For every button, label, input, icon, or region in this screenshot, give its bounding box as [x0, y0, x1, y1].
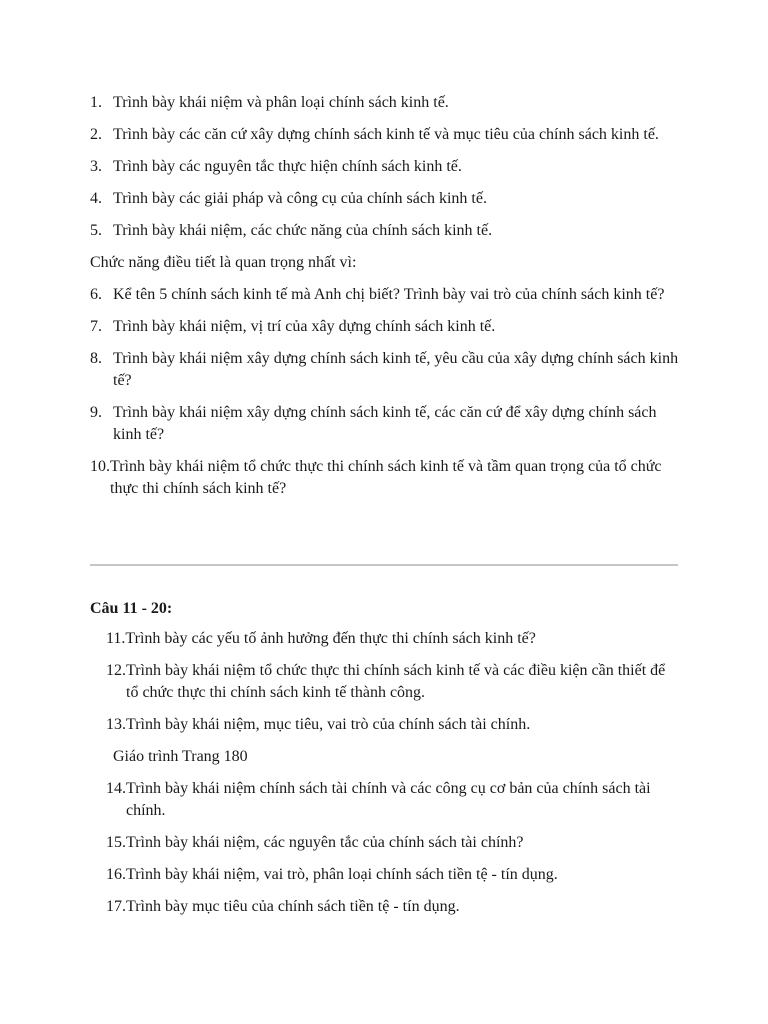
item-number: 3.	[90, 158, 102, 175]
item-text: Trình bày mục tiêu của chính sách tiền tệ - tín dụng.	[126, 898, 460, 915]
section-heading: Câu 11 - 20:	[90, 600, 173, 617]
item-text: Trình bày khái niệm, các chức năng của chính sách kinh tế.	[113, 222, 493, 239]
item-text: Trình bày khái niệm và phân loại chính sách kinh tế.	[113, 94, 449, 111]
item-text: Trình bày các yếu tố ảnh hưởng đến thực thi chính sách kinh tế?	[125, 630, 536, 647]
list-item	[106, 714, 680, 736]
list-item	[106, 778, 680, 822]
item-number: 9.	[90, 404, 102, 421]
item-number: 4.	[90, 190, 102, 207]
item-text: Trình bày khái niệm, mục tiêu, vai trò của chính sách tài chính.	[126, 716, 531, 733]
list-item	[90, 220, 680, 242]
item-number: 8.	[90, 350, 102, 367]
item-text: Trình bày khái niệm, các nguyên tắc của chính sách tài chính?	[126, 834, 524, 851]
item-text: Trình bày các căn cứ xây dựng chính sách kinh tế và mục tiêu của chính sách kinh tế.	[113, 126, 659, 143]
item-text: Trình bày khái niệm tổ chức thực thi chính sách kinh tế và các điều kiện cần thiết để tổ chức thực thi chính sách kinh tế thành công.	[126, 662, 666, 701]
item-text: Trình bày khái niệm, vai trò, phân loại chính sách tiền tệ - tín dụng.	[126, 866, 558, 883]
note-text: Giáo trình Trang 180	[113, 748, 248, 765]
list-item	[90, 402, 680, 446]
item-text: Trình bày các nguyên tắc thực hiện chính sách kinh tế.	[113, 158, 462, 175]
item-text: Trình bày khái niệm chính sách tài chính và các công cụ cơ bản của chính sách tài chính.	[126, 780, 651, 819]
item-number: 14.	[106, 780, 126, 797]
list-item	[90, 124, 680, 146]
list-item	[90, 316, 680, 338]
item-text: Trình bày khái niệm xây dựng chính sách kinh tế, các căn cứ để xây dựng chính sách kinh tế?	[113, 404, 657, 443]
item-number: 5.	[90, 222, 102, 239]
item-text: Kể tên 5 chính sách kinh tế mà Anh chị biết? Trình bày vai trò của chính sách kinh tế?	[113, 286, 665, 303]
item-number: 1.	[90, 94, 102, 111]
list-item	[90, 456, 680, 500]
item-text: Trình bày các giải pháp và công cụ của chính sách kinh tế.	[113, 190, 487, 207]
item-number: 12.	[106, 662, 126, 679]
note-text: Chức năng điều tiết là quan trọng nhất vì:	[90, 254, 357, 271]
item-number: 2.	[90, 126, 102, 143]
list-item	[106, 864, 680, 886]
list-item	[106, 660, 680, 704]
list-item	[106, 628, 680, 650]
item-text: Trình bày khái niệm tổ chức thực thi chính sách kinh tế và tầm quan trọng của tổ chức thực thi chính sách kinh tế?	[110, 458, 662, 497]
horizontal-divider	[90, 564, 678, 566]
list-item	[90, 348, 680, 392]
list-item	[90, 92, 680, 114]
item-text: Trình bày khái niệm, vị trí của xây dựng chính sách kinh tế.	[113, 318, 496, 335]
list-item	[90, 188, 680, 210]
list-item	[106, 896, 680, 918]
item-number: 10.	[90, 458, 110, 475]
item-number: 16.	[106, 866, 126, 883]
list-item	[90, 156, 680, 178]
item-number: 15.	[106, 834, 126, 851]
item-number: 6.	[90, 286, 102, 303]
item-text: Trình bày khái niệm xây dựng chính sách kinh tế, yêu cầu của xây dựng chính sách kinh tế?	[113, 350, 679, 389]
question-list-2	[106, 628, 680, 928]
item-number: 11.	[106, 630, 126, 647]
item-number: 17.	[106, 898, 126, 915]
list-item	[106, 832, 680, 854]
item-number: 13.	[106, 716, 126, 733]
item-number: 7.	[90, 318, 102, 335]
question-list-1	[90, 92, 680, 510]
list-item	[90, 284, 680, 306]
